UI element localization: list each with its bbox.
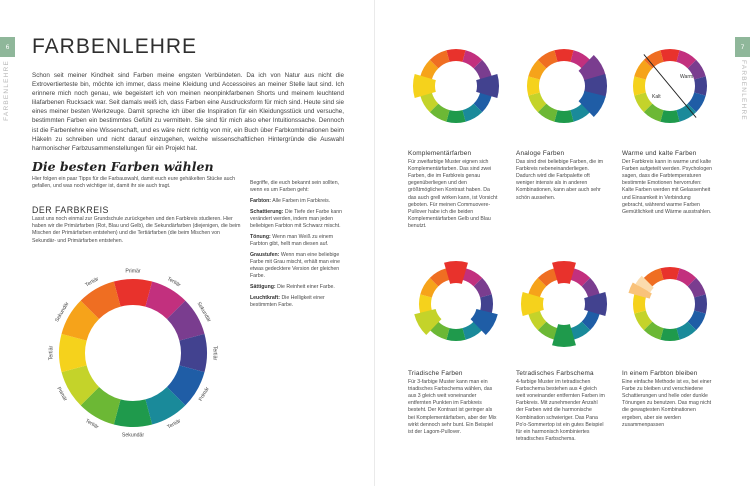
side-label-right: FARBENLEHRE xyxy=(740,60,747,121)
wheel-segment xyxy=(694,76,707,95)
card-title: Analoge Farben xyxy=(516,150,565,157)
color-wheel-graphic xyxy=(38,258,228,448)
card-text: Das sind drei beliebige Farben, die im Farbkreis nebeneinanderliegen. Dadurch wird die Farbpalette oft weniger intensiv als in anderen Kombinationen, kann aber auch sehr schön aussehen. xyxy=(516,159,604,201)
page-number-tab-right: 7 xyxy=(735,37,750,57)
wheel-graphic xyxy=(516,256,612,352)
wheel-analogous xyxy=(516,38,612,134)
wheel-graphic xyxy=(622,256,718,352)
wheel-segment xyxy=(446,49,465,62)
wheel-segment xyxy=(554,49,573,62)
farbkreis-heading: DER FARBKREIS xyxy=(32,205,109,215)
wheel-label: Sekundär xyxy=(121,432,145,439)
glossary-item: Farbton: Alle Farben im Farbkreis. xyxy=(250,197,331,204)
glossary-item: Tönung: Wenn man Weiß zu einem Farbton gibt, hellt man diesen auf. xyxy=(250,233,334,247)
wheel-label: Primär xyxy=(55,386,69,403)
wheel-segment xyxy=(660,328,679,341)
wheel-warm-cold xyxy=(622,38,718,134)
card-title: Warme und kalte Farben xyxy=(622,150,697,157)
farbkreis-paragraph: Lasst uns noch einmal zur Grundschule zurückgehen und den Farbkreis studieren. Hier haben wir die Primärfarben (Rot, Blau und Gelb), die Sekundärfarben (diejenigen, die beim Mischen der Primärfarben entstehen) und die Tertiärfarben (die beim Mischen von Sekundär- und Primärfarben entstehen. xyxy=(32,216,241,244)
card-title: Komplementärfarben xyxy=(408,150,472,157)
card-monochrome xyxy=(622,370,712,429)
wheel-segment xyxy=(179,334,207,372)
card-title: In einem Farbton bleiben xyxy=(622,370,698,377)
card-text: Für 3-farbige Muster kann man ein triadisches Farbschema wählen, das aus 3 gleich weit voneinander entfernten Punkten im Farbkreis besteht. Der Kontrast ist geringer als bei Komplementärfarben, aber der Mix wirkt dennoch sehr bunt. Ein Beispiel ist der Lagom-Pullover. xyxy=(408,379,497,435)
wheel-monochrome xyxy=(622,256,718,352)
side-label-left: FARBENLEHRE xyxy=(3,60,10,121)
card-complementary xyxy=(408,150,498,230)
glossary xyxy=(250,180,342,313)
glossary-item: Leuchtkraft: Die Helligkeit einer bestimmten Farbe. xyxy=(250,294,325,308)
wheel-label: Sekundär xyxy=(195,301,212,324)
wheel-segment xyxy=(660,49,679,62)
section-intro: Hier folgen ein paar Tipps für die Farbauswahl, damit euch eure gehäkelten Stücke auch gefallen, und was noch wichtiger ist, damit ihr sie auch tragt. xyxy=(32,176,236,190)
right-page xyxy=(375,0,750,486)
kalt-label: Kalt xyxy=(652,94,661,100)
wheel-label: Tertiär xyxy=(166,276,182,289)
big-color-wheel xyxy=(38,258,228,448)
card-title: Triadische Farben xyxy=(408,370,463,377)
wheel-label: Primär xyxy=(125,268,141,275)
page-number-tab-left: 6 xyxy=(0,37,15,57)
wheel-label: Tertiär xyxy=(166,418,182,431)
card-analogous xyxy=(516,150,606,202)
warm-label: Warm xyxy=(680,74,694,80)
card-warm-cold xyxy=(622,150,712,216)
card-text: 4-farbige Muster im tetradischen Farbschema bestehen aus 4 gleich weit voneinander entfernten Farben im Farbkreis. Mit zunehmender Anzahl der Farben wird die harmonische Kombination schwieriger. Das Pana Po'o-Sommertop ist ein gutes Beispiel für ein harmonisch kombiniertes tetradisches Farbschema. xyxy=(516,379,605,442)
page-title: FARBENLEHRE xyxy=(32,35,198,58)
wheel-label: Primär xyxy=(197,386,211,403)
wheel-graphic xyxy=(622,38,718,134)
wheel-label: Tertiär xyxy=(211,345,218,361)
wheel-segment xyxy=(660,110,679,123)
wheel-segment xyxy=(59,334,87,372)
card-tetradic xyxy=(516,370,606,443)
wheel-complementary xyxy=(408,38,504,134)
wheel-graphic xyxy=(408,256,504,352)
wheel-segment xyxy=(694,294,707,313)
glossary-item: Schattierung: Die Tiefe der Farbe kann verändert werden, indem man jeden beliebigen Farbton mit Schwarz mischt. xyxy=(250,208,342,230)
wheel-segment xyxy=(633,294,646,313)
wheel-segment xyxy=(527,76,540,95)
wheel-segment xyxy=(633,76,646,95)
card-text: Für zweifarbige Muster eignen sich Komplementärfarben. Das sind zwei Farben, die im Farbkreis genau gegenüberliegen und den größtmöglichen Kontrast haben. Da das auch grell wirken kann, ist Vorsicht geboten. Für meinen Commuovere-Pullover habe ich die beiden Komplementärfarben Gelb und Blau benutzt. xyxy=(408,159,498,229)
card-title: Tetradisches Farbschema xyxy=(516,370,594,377)
wheel-segment xyxy=(446,328,465,341)
glossary-item: Sättigung: Die Reinheit einer Farbe. xyxy=(250,283,335,290)
section-script-heading: Die besten Farben wählen xyxy=(32,159,214,174)
wheel-triadic xyxy=(408,256,504,352)
wheel-tetradic xyxy=(516,256,612,352)
wheel-segment xyxy=(660,267,679,280)
wheel-label: Sekundär xyxy=(54,301,71,324)
glossary-item: Graustufen: Wenn man eine beliebige Farbe mit Grau mischt, erhält man eine etwas gedecktere Version der gleichen Farbe. xyxy=(250,251,340,280)
card-triadic xyxy=(408,370,498,436)
wheel-segment xyxy=(446,110,465,123)
glossary-intro: Begriffe, die euch bekannt sein sollten, wenn es um Farben geht: xyxy=(250,180,340,194)
intro-paragraph: Schon seit meiner Kindheit sind Farben meine engsten Verbündeten. Da ich von Natur aus nicht die Extrovertierteste bin, möchte ich immer, dass meine Kleidung und Accessoires an meiner Stelle laut sind. Ich erinnere mich noch genau, wie begeistert ich von meinen neonpinkfarbenen Shorts und meinem leuchtend lilafarbenen Rucksack war. Seit damals weiß ich, dass Farben eine Ausdrucksform für mich sind. Heute sind sie eines meiner besten Werkzeuge. Damit spreche ich über die Inspiration für ein Kleidungsstück und versuche, bestimmten Farben ein bestimmtes Gefühl zu vermitteln. Sie sind für mich also eher Intuitionssache. Dennoch ist die Farbenlehre eine Wissenschaft, und es wäre nicht richtig von mir, ein Buch über Farbkombinationen beim Häkeln zu schreiben und nicht darauf einzugehen, welche wissenschaftlichen Hintergründe die Auswahl harmonischer Farbzusammenstellungen für ein Projekt hat. xyxy=(32,72,344,152)
wheel-graphic xyxy=(408,38,504,134)
card-text: Der Farbkreis kann in warme und kalte Farben aufgeteilt werden. Psychologen sagen, dass die Farbtemperaturen bestimmte Emotionen hervorrufen: Kalte Farben werden mit Gelassenheit und Einsamkeit in Verbindung gebracht, während warme Farben Gemütlichkeit und Wärme ausstrahlen. xyxy=(622,159,712,215)
wheel-graphic xyxy=(516,38,612,134)
wheel-label: Tertiär xyxy=(84,276,100,289)
wheel-segment xyxy=(114,399,152,427)
wheel-segment xyxy=(554,110,573,123)
wheel-label: Tertiär xyxy=(84,418,100,431)
card-text: Eine einfache Methode ist es, bei einer Farbe zu bleiben und verschiedene Schattierungen und helle oder dunkle Tönungen zu benutzen. Das mag nicht die gewagtesten Kombinationen ergeben, aber sie werden zusammenpassen xyxy=(622,379,712,428)
wheel-segment xyxy=(114,279,152,307)
wheel-label: Tertiär xyxy=(48,345,55,361)
